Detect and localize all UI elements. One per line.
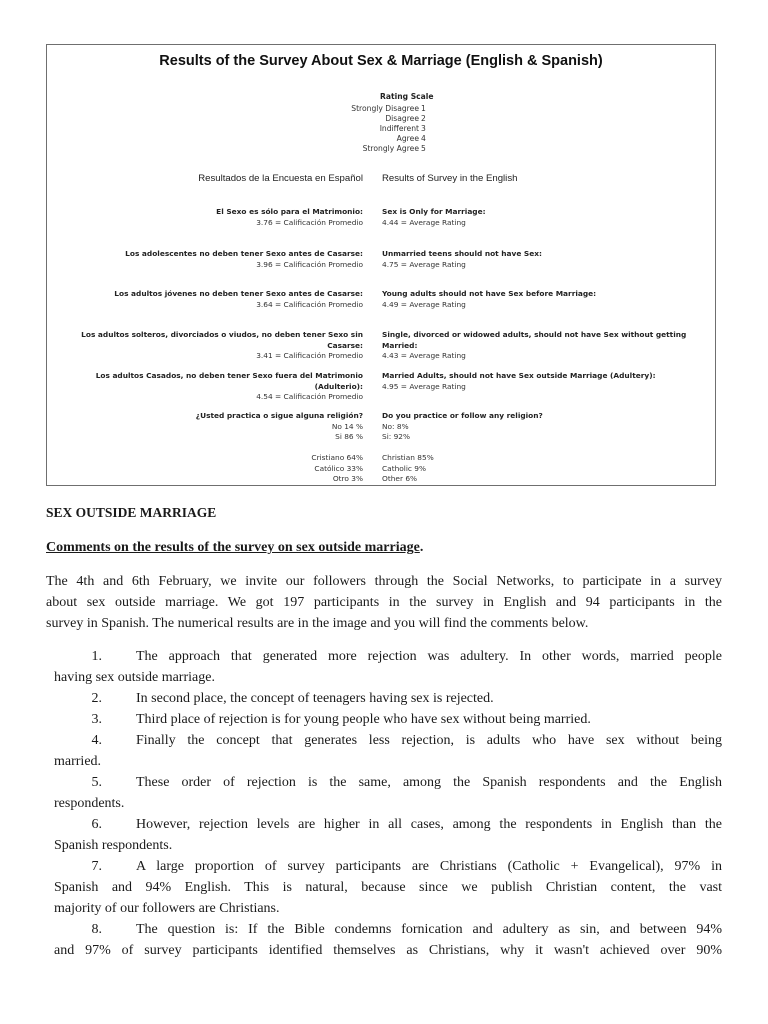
list-item-line: However, rejection levels are higher in all cases, among the respondents in English than the: [136, 817, 722, 832]
intro-line: The 4th and 6th February, we invite our followers through the Social Networks, to participate in a survey: [46, 574, 722, 589]
rating-value: 4: [421, 134, 426, 143]
spanish-question: [114, 289, 363, 310]
list-item-number: 1.: [91, 649, 102, 664]
average-rating: 3.41 = Calificación Promedio: [256, 351, 363, 360]
breakdown-item: Otro 3%: [332, 474, 363, 483]
rating-value: 2: [421, 114, 426, 123]
list-item: [66, 688, 722, 709]
rating-label: Strongly Agree: [362, 144, 419, 153]
religion-no: No 14 %: [331, 421, 363, 431]
section-heading: SEX OUTSIDE MARRIAGE: [46, 505, 217, 520]
list-item-line: Finally the concept that generates less rejection, is adults who have sex without being: [136, 733, 722, 748]
list-item: [54, 772, 722, 814]
survey-results-figure: [46, 44, 716, 486]
average-rating: 4.75 = Average Rating: [382, 259, 466, 269]
rating-label: Indifferent: [379, 124, 419, 133]
breakdown-item: Other 6%: [382, 474, 418, 483]
list-item-number: 4.: [91, 733, 102, 748]
rating-scale-heading: Rating Scale: [380, 92, 434, 101]
list-item-line: and 97% of survey participants identified themselves as Christians, why it wasn't achieved over 90%: [54, 943, 722, 958]
question-text: El Sexo es sólo para el Matrimonio:: [216, 207, 363, 216]
list-item-line: These order of rejection is the same, among the Spanish respondents and the English: [136, 775, 722, 790]
list-item-line: respondents.: [54, 796, 125, 811]
average-rating: 3.96 = Calificación Promedio: [256, 259, 363, 269]
list-item-line: majority of our followers are Christians.: [54, 901, 280, 916]
list-item-line: A large proportion of survey participants are Christians (Catholic + Evangelical), 97% in: [136, 859, 722, 874]
religion-yes: Si 86 %: [335, 432, 363, 441]
list-item-number: 8.: [91, 922, 102, 937]
religion-no: No: 8%: [382, 421, 409, 431]
question-text: Los adolescentes no deben tener Sexo antes de Casarse:: [125, 249, 363, 258]
spanish-religion-question: [196, 411, 363, 443]
question-text: Married Adults, should not have Sex outside Marriage (Adultery):: [382, 371, 656, 380]
comments-heading: [46, 537, 423, 558]
average-rating: 3.64 = Calificación Promedio: [256, 299, 363, 309]
rating-value: 5: [421, 144, 426, 153]
religion-yes: Si: 92%: [382, 432, 411, 441]
average-rating: 3.76 = Calificación Promedio: [256, 217, 363, 227]
spanish-question: [47, 330, 363, 362]
question-text: Young adults should not have Sex before Marriage:: [382, 289, 597, 298]
rating-value: 3: [421, 124, 426, 133]
list-item: [54, 814, 722, 856]
list-item-line: having sex outside marriage.: [54, 670, 215, 685]
breakdown-item: Cristiano 64%: [311, 453, 363, 462]
list-item-number: 3.: [91, 712, 102, 727]
average-rating: 4.54 = Calificación Promedio: [256, 392, 363, 401]
english-question: [382, 207, 486, 228]
spanish-results-heading: Resultados de la Encuesta en Español: [198, 173, 363, 184]
list-item: [54, 919, 722, 961]
list-item-line: The approach that generated more rejection was adultery. In other words, married people: [136, 649, 722, 664]
spanish-religion-breakdown: [311, 453, 363, 485]
survey-title: Results of the Survey About Sex & Marriage (English & Spanish): [159, 53, 603, 69]
list-item-line: In second place, the concept of teenagers having sex is rejected.: [136, 691, 494, 706]
intro-line: survey in Spanish. The numerical results are in the image and you will find the comments below.: [46, 616, 589, 631]
list-item-number: 2.: [91, 691, 102, 706]
rating-value: 1: [421, 104, 426, 113]
english-question: [382, 249, 542, 270]
breakdown-item: Católico 33%: [314, 463, 363, 473]
comments-heading-text: Comments on the results of the survey on sex outside marriage: [46, 540, 420, 555]
list-item-line: Spanish respondents.: [54, 838, 173, 853]
list-item-line: Spanish and 94% English. This is natural, because since we publish Christian content, the vast: [54, 880, 722, 895]
average-rating: 4.44 = Average Rating: [382, 217, 466, 227]
rating-label: Strongly Disagree: [351, 104, 419, 113]
intro-line: about sex outside marriage. We got 197 participants in the survey in English and 94 participants in the: [46, 595, 722, 610]
question-text: ¿Usted practica o sigue alguna religión?: [195, 411, 363, 420]
question-text: Unmarried teens should not have Sex:: [382, 249, 542, 258]
english-results-heading: Results of Survey in the English: [382, 173, 518, 184]
list-item-number: 6.: [91, 817, 102, 832]
english-religion-breakdown: [382, 453, 434, 485]
english-question: [382, 330, 715, 362]
list-item-line: The question is: If the Bible condemns fornication and adultery as sin, and between 94%: [136, 922, 722, 937]
breakdown-item: Catholic 9%: [382, 463, 427, 473]
question-text: Los adultos jóvenes no deben tener Sexo antes de Casarse:: [114, 289, 363, 298]
list-item-line: married.: [54, 754, 102, 769]
intro-paragraph: [46, 571, 722, 634]
question-text: Los adultos Casados, no deben tener Sexo fuera del Matrimonio (Adulterio):: [95, 371, 363, 391]
comments-heading-period: .: [419, 540, 424, 555]
list-item: [54, 856, 722, 919]
rating-label: Agree: [396, 134, 419, 143]
list-item: [54, 646, 722, 688]
list-item-number: 5.: [91, 775, 102, 790]
english-religion-question: [382, 411, 543, 443]
spanish-question: [216, 207, 363, 228]
average-rating: 4.49 = Average Rating: [382, 299, 466, 309]
list-item-line: Third place of rejection is for young people who have sex without being married.: [136, 712, 591, 727]
spanish-question: [47, 371, 363, 403]
question-text: Los adultos solteros, divorciados o viudos, no deben tener Sexo sin Casarse:: [81, 330, 363, 350]
spanish-question: [125, 249, 363, 270]
question-text: Do you practice or follow any religion?: [382, 411, 543, 420]
english-question: [382, 289, 596, 310]
breakdown-item: Christian 85%: [382, 453, 434, 462]
list-item-number: 7.: [91, 859, 102, 874]
english-question: [382, 371, 656, 392]
question-text: Sex is Only for Marriage:: [382, 207, 486, 216]
average-rating: 4.43 = Average Rating: [382, 351, 466, 360]
question-text: Single, divorced or widowed adults, should not have Sex without getting Married:: [382, 330, 687, 350]
list-item: [54, 730, 722, 772]
rating-label: Disagree: [385, 114, 419, 123]
list-item: [66, 709, 722, 730]
average-rating: 4.95 = Average Rating: [382, 381, 466, 391]
